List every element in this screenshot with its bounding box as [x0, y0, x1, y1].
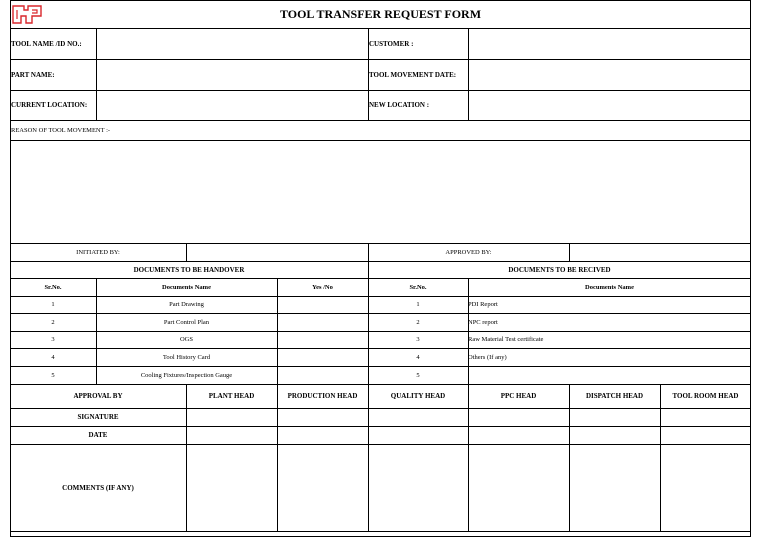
approved-by-label: APPROVED BY: — [445, 248, 492, 256]
received-row-1-sr: 1 — [416, 301, 420, 308]
customer-field[interactable] — [468, 28, 751, 59]
handover-col-srno: Sr.No. — [44, 283, 62, 291]
handover-row-4-sr: 4 — [51, 353, 55, 361]
handover-row-2-sr: 2 — [51, 318, 55, 326]
initiated-by-label: INITIATED BY: — [76, 248, 120, 256]
handover-row-1-sr: 1 — [51, 301, 55, 308]
part-name-field[interactable] — [96, 59, 368, 90]
approval-head-ppc: PPC HEAD — [500, 392, 537, 400]
handover-row-4-name: Tool History Card — [162, 353, 211, 361]
current-location-label: CURRENT LOCATION: — [11, 101, 88, 109]
movement-date-label: TOOL MOVEMENT DATE: — [369, 70, 457, 79]
date-label: DATE — [88, 431, 108, 439]
form-title: TOOL TRANSFER REQUEST FORM — [279, 6, 482, 21]
new-location-field[interactable] — [468, 90, 751, 120]
date-fields[interactable] — [186, 426, 751, 444]
received-row-4-name: Others (If any) — [468, 353, 507, 361]
handover-row-5-sr: 5 — [51, 371, 55, 379]
signature-fields[interactable] — [186, 408, 751, 426]
handover-row-4-yesno[interactable] — [277, 348, 368, 366]
received-row-3-name: Raw Material Test certificate — [468, 336, 544, 343]
received-row-1-name: PDI Report — [468, 301, 498, 308]
handover-row-5-yesno[interactable] — [277, 366, 368, 384]
handover-heading: DOCUMENTS TO BE HANDOVER — [133, 265, 245, 274]
initiated-by-field[interactable] — [186, 243, 368, 261]
handover-row-2-yesno[interactable] — [277, 313, 368, 331]
received-row-5-name — [468, 366, 751, 384]
reason-field[interactable] — [10, 140, 751, 243]
received-heading: DOCUMENTS TO BE RECIVED — [508, 265, 611, 274]
approval-head-quality: QUALITY HEAD — [390, 392, 446, 400]
handover-row-1-name: Part Drawing — [169, 301, 204, 308]
comments-label: COMMENTS (IF ANY) — [62, 483, 134, 492]
movement-date-field[interactable] — [468, 59, 751, 90]
handover-col-name: Documents Name — [162, 283, 211, 291]
approval-by-label: APPROVAL BY — [73, 392, 123, 400]
received-row-2-name: NPC report — [468, 318, 498, 326]
handover-row-2-name: Part Control Plan — [163, 318, 210, 326]
tool-transfer-form — [10, 0, 751, 537]
approval-head-tool-room: TOOL ROOM HEAD — [672, 392, 739, 400]
received-col-srno: Sr.No. — [409, 283, 427, 291]
handover-row-5-name: Cooling Fixtures/Inspection Gauge — [140, 371, 233, 379]
approval-head-production: PRODUCTION HEAD — [287, 392, 358, 400]
received-col-name: Documents Name — [585, 283, 634, 291]
handover-row-3-name: OGS — [179, 336, 193, 343]
received-row-5-sr: 5 — [416, 371, 420, 379]
received-row-2-sr: 2 — [416, 318, 420, 326]
approved-by-field[interactable] — [569, 243, 751, 261]
handover-row-3-sr: 3 — [51, 336, 55, 343]
handover-col-yesno: Yes /No — [312, 283, 333, 291]
approval-head-dispatch: DISPATCH HEAD — [585, 392, 644, 400]
part-name-label: PART NAME: — [11, 70, 55, 79]
received-row-3-sr: 3 — [416, 336, 420, 343]
approval-head-plant: PLANT HEAD — [208, 392, 255, 400]
reason-label: REASON OF TOOL MOVEMENT :- — [11, 126, 111, 134]
comments-fields[interactable] — [186, 444, 751, 531]
tool-name-label: TOOL NAME /ID NO.: — [11, 39, 82, 48]
new-location-label: NEW LOCATION : — [369, 101, 430, 109]
handover-row-1-yesno[interactable] — [277, 296, 368, 313]
current-location-field[interactable] — [96, 90, 368, 120]
tool-name-field[interactable] — [96, 28, 368, 59]
received-row-4-sr: 4 — [416, 353, 420, 361]
signature-label: SIGNATURE — [77, 413, 119, 421]
customer-label: CUSTOMER : — [369, 39, 414, 48]
handover-row-3-yesno[interactable] — [277, 331, 368, 348]
